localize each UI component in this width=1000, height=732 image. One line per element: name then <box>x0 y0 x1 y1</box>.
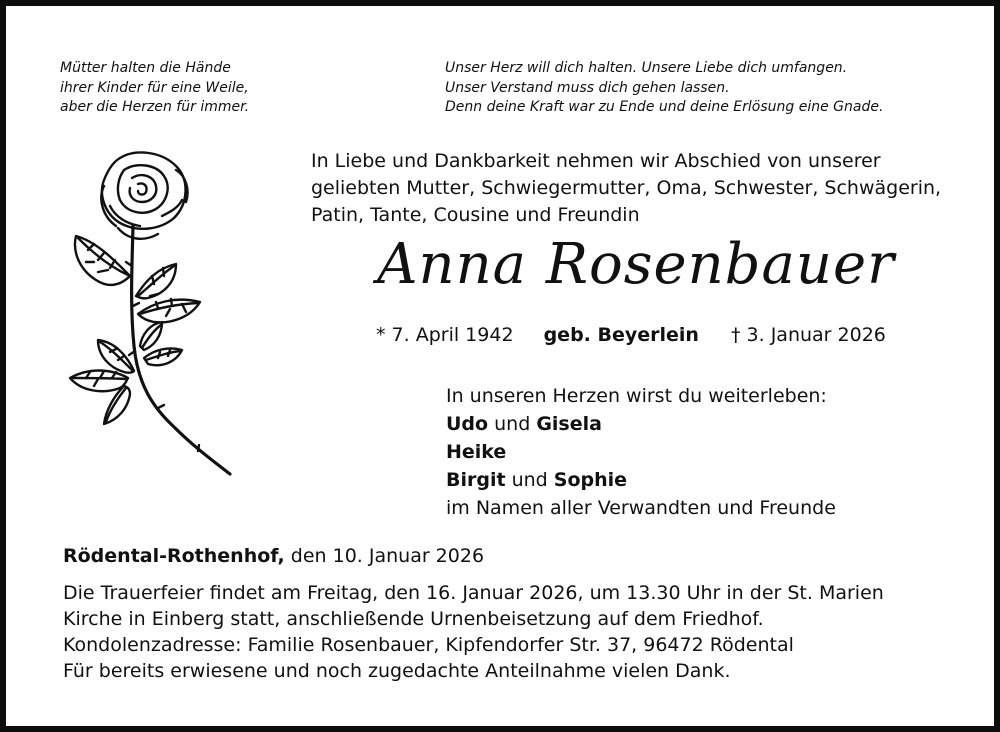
mourner-name: Gisela <box>536 413 602 435</box>
mourner-line <box>446 410 836 438</box>
place-date: den 10. Januar 2026 <box>284 545 485 567</box>
poem-left-line: ihrer Kinder für eine Weile, <box>60 79 249 96</box>
poem-right <box>445 59 985 118</box>
mourner-line <box>446 438 836 466</box>
details-line: Die Trauerfeier findet am Freitag, den 16. Januar 2026, um 13.30 Uhr in der St. Marien <box>63 582 884 604</box>
poem-left-line: aber die Herzen für immer. <box>60 99 250 115</box>
farewell-intro <box>311 148 971 229</box>
mourner-joiner: und <box>505 469 554 491</box>
poem-right-line: Unser Herz will dich halten. Unsere Liebe dich umfangen. <box>445 60 848 76</box>
rose-icon <box>58 146 238 481</box>
mourners-closing: im Namen aller Verwandten und Freunde <box>446 497 836 519</box>
mourner-name: Sophie <box>553 469 628 491</box>
intro-line: geliebten Mutter, Schwiegermutter, Oma, Schwester, Schwägerin, <box>311 177 942 199</box>
poem-left <box>60 59 360 118</box>
mourner-line <box>446 466 836 494</box>
mourners-block <box>446 382 836 522</box>
intro-line: In Liebe und Dankbarkeit nehmen wir Abschied von unserer <box>311 150 881 172</box>
mourner-joiner: und <box>488 413 537 435</box>
funeral-details <box>63 580 884 684</box>
deceased-name: Anna Rosenbauer <box>377 232 895 297</box>
mourners-intro: In unseren Herzen wirst du weiterleben: <box>446 385 827 407</box>
details-line: Für bereits erwiesene und noch zugedachte Anteilnahme vielen Dank. <box>63 660 731 682</box>
death-date: † 3. Januar 2026 <box>731 324 886 346</box>
place-town: Rödental-Rothenhof, <box>63 545 285 567</box>
details-line: Kirche in Einberg statt, anschließende Urnenbeisetzung auf dem Friedhof. <box>63 608 764 630</box>
maiden-name: geb. Beyerlein <box>543 324 699 346</box>
poem-left-line: Mütter halten die Hände <box>60 60 231 76</box>
details-line: Kondolenzadresse: Familie Rosenbauer, Kipfendorfer Str. 37, 96472 Rödental <box>63 634 794 656</box>
birth-date: * 7. April 1942 <box>376 324 514 346</box>
poem-right-line: Denn deine Kraft war zu Ende und deine Erlösung eine Gnade. <box>445 99 884 115</box>
intro-line: Patin, Tante, Cousine und Freundin <box>311 204 640 226</box>
mourner-name: Heike <box>446 441 507 463</box>
life-dates <box>376 324 886 346</box>
mourner-name: Udo <box>446 413 489 435</box>
place-date-line <box>63 545 484 567</box>
poem-right-line: Unser Verstand muss dich gehen lassen. <box>445 79 730 96</box>
mourner-name: Birgit <box>446 469 506 491</box>
